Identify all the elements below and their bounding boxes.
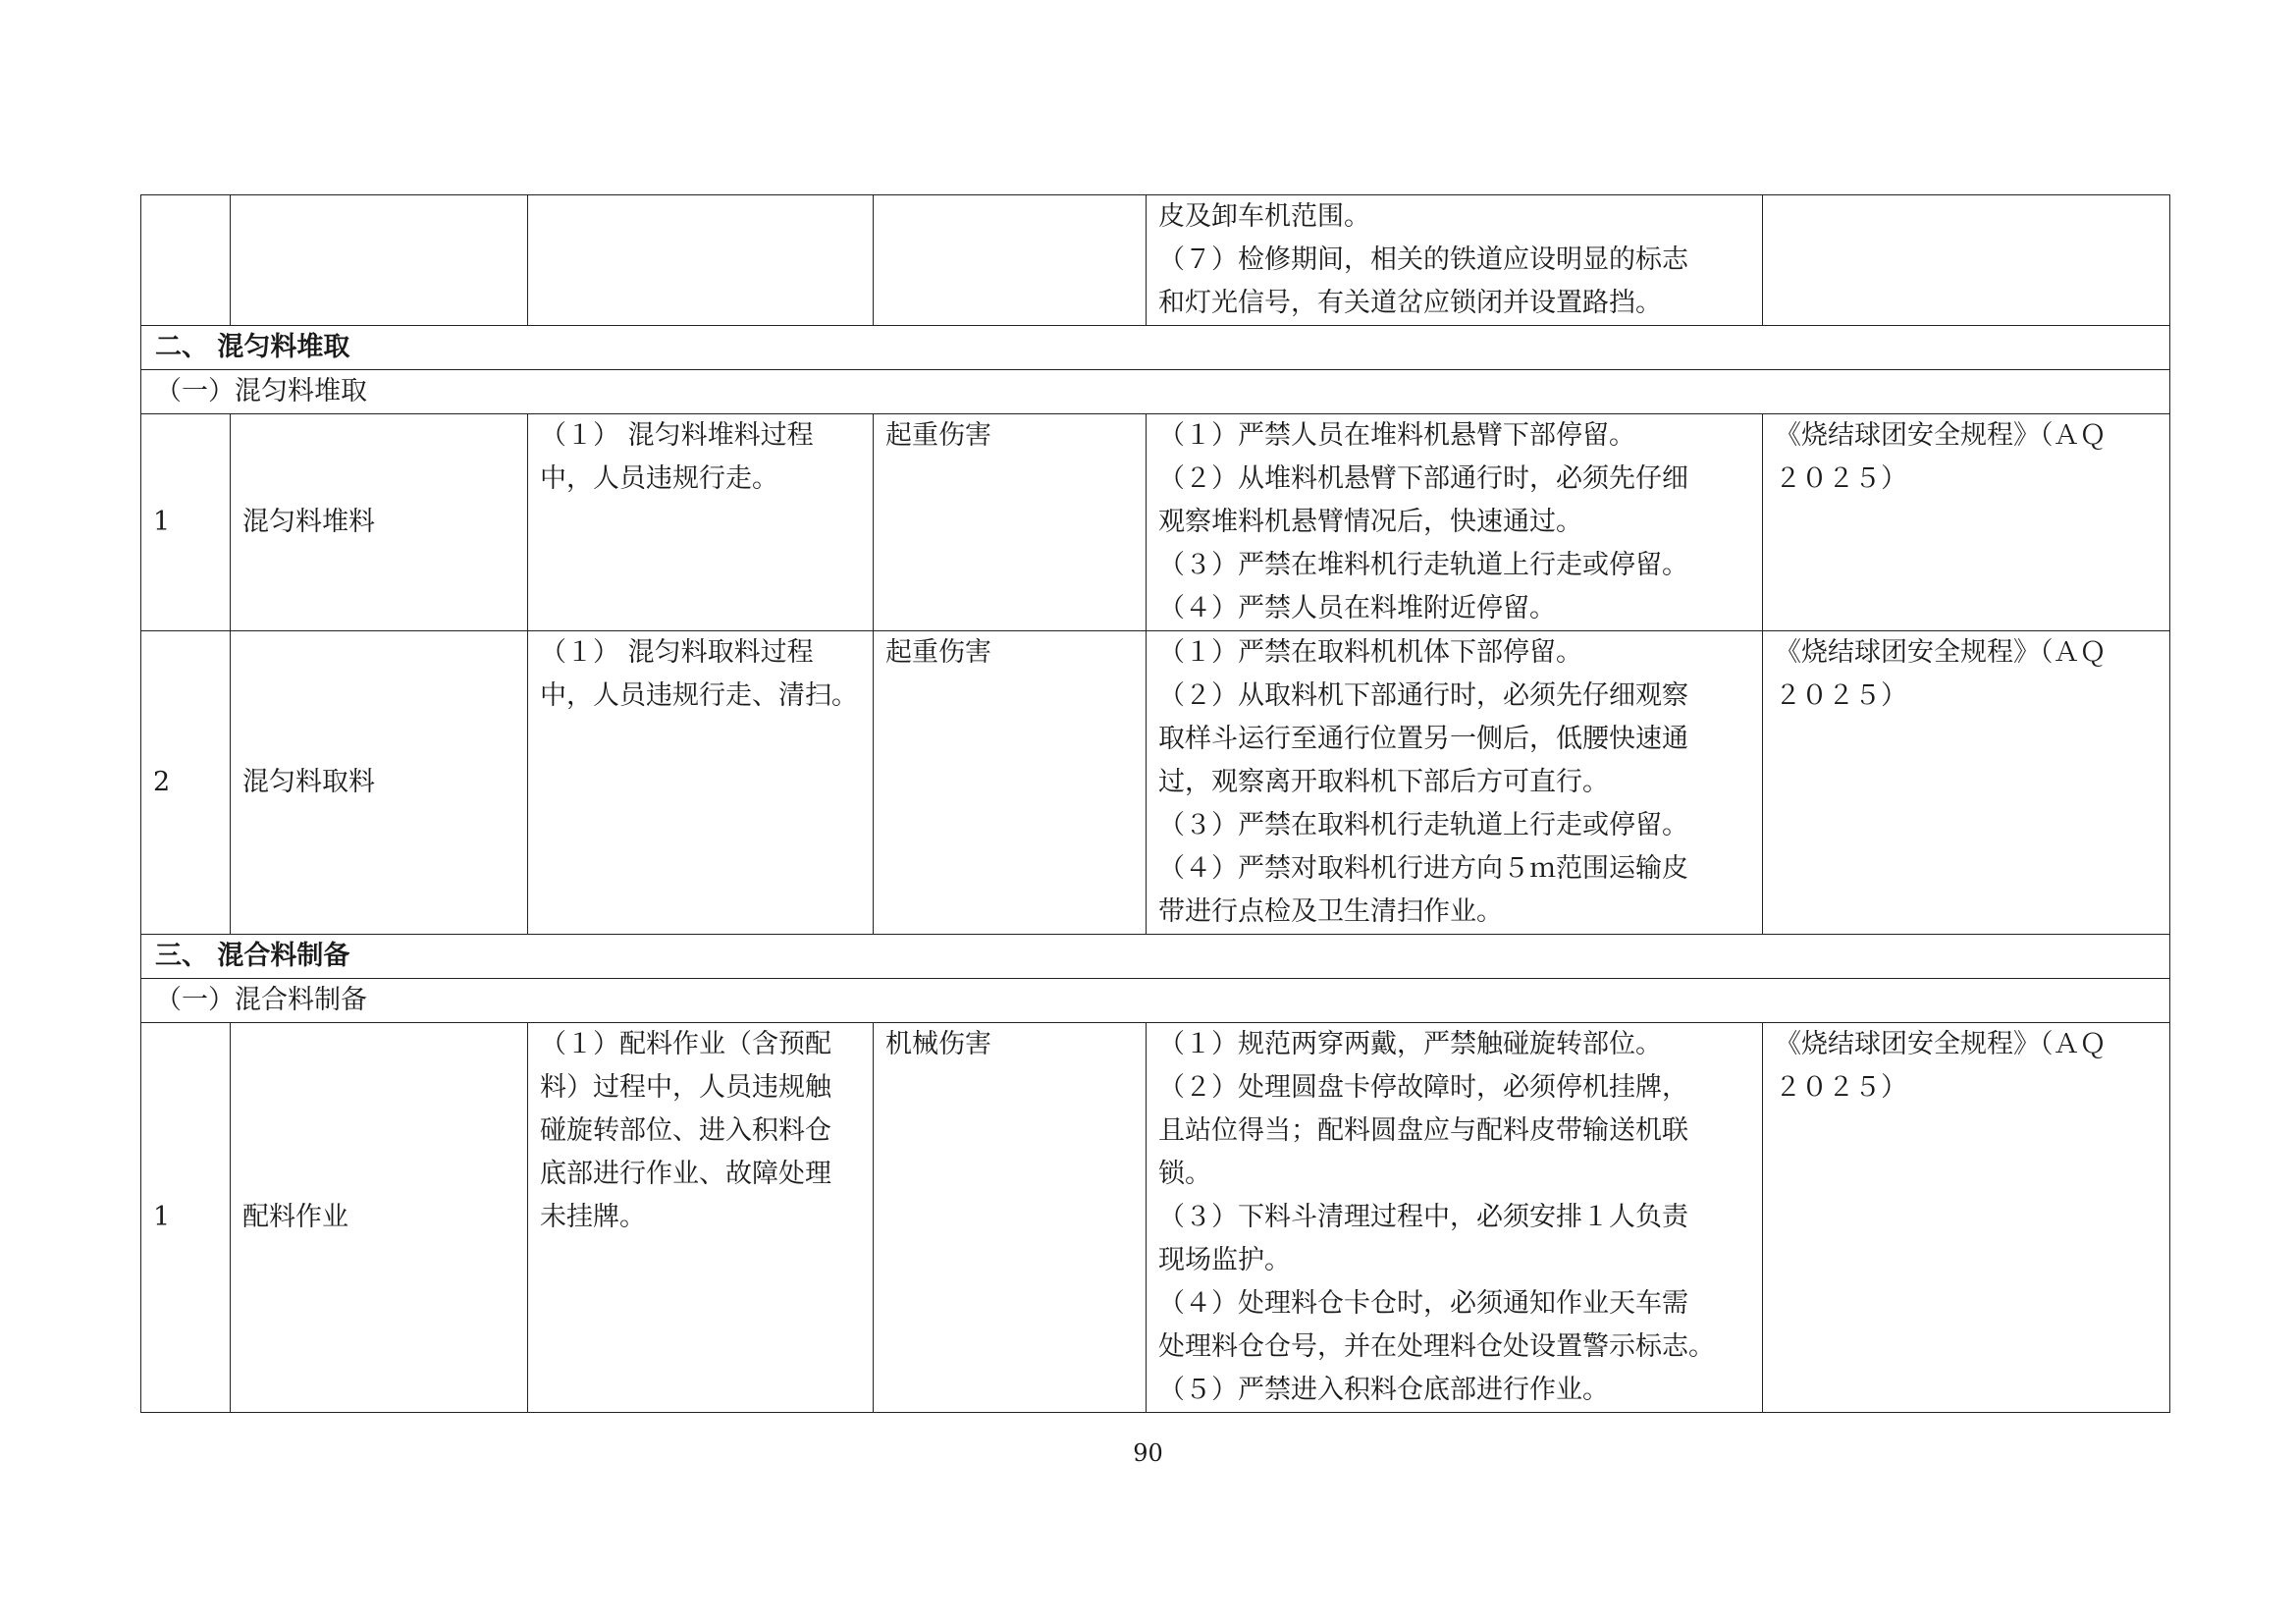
subsection-title: （一）混合料制备	[141, 979, 2170, 1023]
measure-line: （４）处理料仓卡仓时，必须通知作业天车需	[1158, 1288, 1688, 1319]
cell-risk	[528, 631, 874, 935]
measure-line: 带进行点检及卫生清扫作业。	[1158, 896, 1503, 927]
basis-line: 《烧结球团安全规程》（ＡＱ	[1775, 420, 2107, 451]
subsection-title: （一）混匀料堆取	[141, 370, 2170, 414]
measure-line: （１）严禁在取料机机体下部停留。	[1158, 637, 1582, 668]
cell-basis	[1763, 414, 2170, 631]
risk-line: 中，人员违规行走、清扫。	[540, 680, 858, 711]
measure-line: （２）从堆料机悬臂下部通行时，必须先仔细	[1158, 463, 1688, 494]
cell-item: 混匀料堆料	[231, 414, 528, 631]
risk-line: （１） 混匀料取料过程	[540, 637, 814, 668]
measure-line: 现场监护。	[1158, 1245, 1291, 1275]
cell-hazard	[874, 195, 1147, 326]
cell-measures	[1147, 1023, 1763, 1413]
section-title: 三、 混合料制备	[141, 935, 2170, 979]
subsection-header-row	[141, 979, 2170, 1023]
risk-line: 未挂牌。	[540, 1202, 646, 1232]
cell-hazard: 起重伤害	[874, 414, 1147, 631]
risk-line: 料）过程中，人员违规触	[540, 1072, 831, 1103]
measure-line: （２）处理圆盘卡停故障时，必须停机挂牌，	[1158, 1072, 1688, 1103]
measure-line: 锁。	[1158, 1159, 1211, 1189]
risk-line: 底部进行作业、故障处理	[540, 1159, 831, 1189]
measure-line: 过，观察离开取料机下部后方可直行。	[1158, 767, 1609, 797]
measure-line: 观察堆料机悬臂情况后，快速通过。	[1158, 507, 1582, 537]
cell-no	[141, 195, 231, 326]
measure-line: 处理料仓仓号，并在处理料仓处设置警示标志。	[1158, 1331, 1715, 1362]
subsection-header-row	[141, 370, 2170, 414]
measure-line: （３）严禁在取料机行走轨道上行走或停留。	[1158, 810, 1688, 840]
section-header-row	[141, 935, 2170, 979]
cell-basis	[1763, 195, 2170, 326]
measure-line: （４）严禁人员在料堆附近停留。	[1158, 593, 1556, 623]
measure-line: （５）严禁进入积料仓底部进行作业。	[1158, 1375, 1609, 1405]
cell-no: 1	[141, 414, 231, 631]
cell-item: 配料作业	[231, 1023, 528, 1413]
table-row	[141, 414, 2170, 631]
basis-line: ２０２５）	[1775, 463, 1907, 494]
section-title: 二、 混匀料堆取	[141, 326, 2170, 370]
cell-risk	[528, 414, 874, 631]
measure-line: 皮及卸车机范围。	[1158, 201, 1370, 232]
cell-no: 2	[141, 631, 231, 935]
measure-line: 取样斗运行至通行位置另一侧后，低腰快速通	[1158, 724, 1688, 754]
measure-line: （１）严禁人员在堆料机悬臂下部停留。	[1158, 420, 1635, 451]
risk-line: 碰旋转部位、进入积料仓	[540, 1115, 831, 1146]
risk-line: （１）配料作业（含预配	[540, 1029, 831, 1059]
cell-item	[231, 195, 528, 326]
basis-line: 《烧结球团安全规程》（ＡＱ	[1775, 1029, 2107, 1059]
page-number: 90	[1133, 1439, 1163, 1467]
cell-hazard: 起重伤害	[874, 631, 1147, 935]
risk-line: 中，人员违规行走。	[540, 463, 778, 494]
cell-basis	[1763, 631, 2170, 935]
section-header-row	[141, 326, 2170, 370]
cell-risk	[528, 1023, 874, 1413]
measure-line: （３）下料斗清理过程中，必须安排１人负责	[1158, 1202, 1688, 1232]
cell-measures	[1147, 631, 1763, 935]
table-row-continuation	[141, 195, 2170, 326]
cell-hazard: 机械伤害	[874, 1023, 1147, 1413]
measure-line: （７）检修期间，相关的铁道应设明显的标志	[1158, 244, 1688, 275]
table-row	[141, 631, 2170, 935]
measure-line: （２）从取料机下部通行时，必须先仔细观察	[1158, 680, 1688, 711]
cell-item: 混匀料取料	[231, 631, 528, 935]
risk-line: （１） 混匀料堆料过程	[540, 420, 814, 451]
cell-measures	[1147, 414, 1763, 631]
basis-line: 《烧结球团安全规程》（ＡＱ	[1775, 637, 2107, 668]
measure-line: 和灯光信号，有关道岔应锁闭并设置路挡。	[1158, 288, 1662, 318]
cell-basis	[1763, 1023, 2170, 1413]
measure-line: （３）严禁在堆料机行走轨道上行走或停留。	[1158, 550, 1688, 580]
measure-line: 且站位得当；配料圆盘应与配料皮带输送机联	[1158, 1115, 1688, 1146]
cell-no: 1	[141, 1023, 231, 1413]
regulation-table	[140, 194, 2170, 1413]
cell-measures	[1147, 195, 1763, 326]
cell-risk	[528, 195, 874, 326]
basis-line: ２０２５）	[1775, 1072, 1907, 1103]
basis-line: ２０２５）	[1775, 680, 1907, 711]
table-row	[141, 1023, 2170, 1413]
measure-line: （４）严禁对取料机行进方向５ｍ范围运输皮	[1158, 853, 1688, 884]
measure-line: （１）规范两穿两戴，严禁触碰旋转部位。	[1158, 1029, 1662, 1059]
